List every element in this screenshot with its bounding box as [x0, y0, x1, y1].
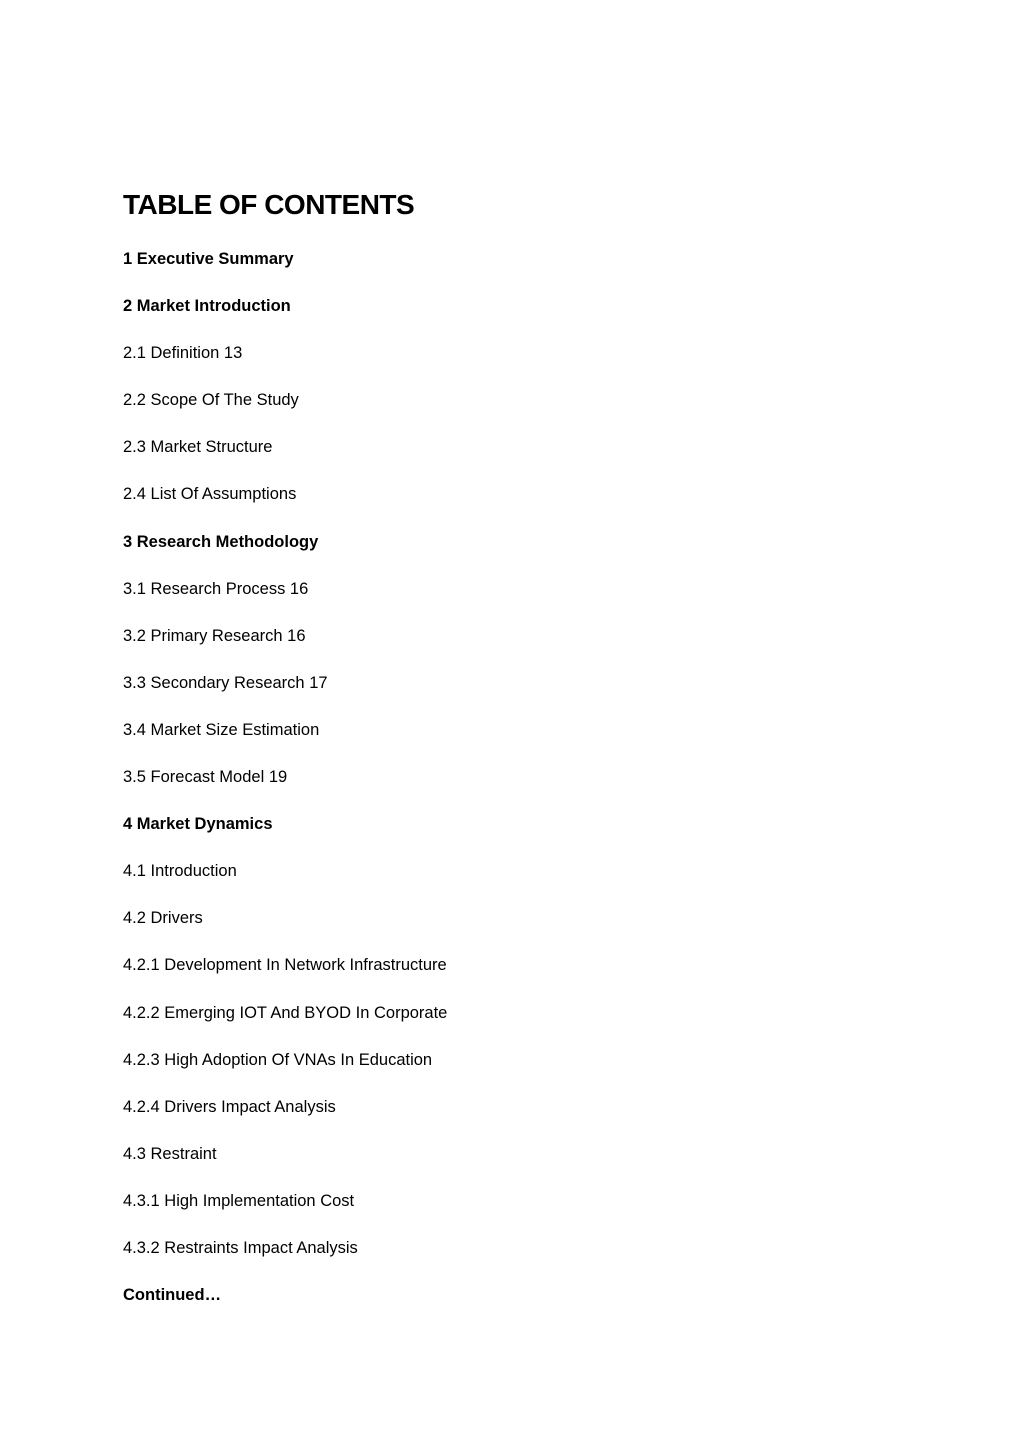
toc-section-heading: Continued…: [123, 1286, 222, 1305]
toc-section-heading: 3 Research Methodology: [123, 532, 319, 551]
toc-entry: 2.2 Scope Of The Study: [123, 391, 299, 410]
toc-section-heading: 2 Market Introduction: [123, 297, 291, 316]
toc-entry: 2.1 Definition 13: [123, 344, 243, 363]
page-title: TABLE OF CONTENTS: [123, 189, 415, 220]
toc-list: [123, 247, 447, 1330]
toc-entry: 2.3 Market Structure: [123, 438, 273, 457]
toc-entry: 4.2.2 Emerging IOT And BYOD In Corporate: [123, 1003, 448, 1022]
toc-entry: 3.2 Primary Research 16: [123, 626, 306, 645]
toc-entry: 4.2.1 Development In Network Infrastructure: [123, 956, 447, 975]
toc-entry: 3.4 Market Size Estimation: [123, 720, 320, 739]
toc-entry: 3.5 Forecast Model 19: [123, 768, 288, 787]
toc-entry: 4.3 Restraint: [123, 1144, 217, 1163]
toc-entry: 4.1 Introduction: [123, 862, 237, 881]
toc-section-heading: 1 Executive Summary: [123, 250, 294, 268]
toc-entry: 4.3.2 Restraints Impact Analysis: [123, 1238, 358, 1257]
toc-entry: 4.2.4 Drivers Impact Analysis: [123, 1097, 336, 1116]
toc-entry: 3.3 Secondary Research 17: [123, 673, 328, 692]
toc-entry: 3.1 Research Process 16: [123, 579, 309, 598]
toc-section-heading: 4 Market Dynamics: [123, 815, 273, 834]
toc-entry: 4.2 Drivers: [123, 909, 203, 928]
toc-entry: 4.3.1 High Implementation Cost: [123, 1191, 355, 1210]
toc-entry: 4.2.3 High Adoption Of VNAs In Education: [123, 1050, 433, 1069]
toc-entry: 2.4 List Of Assumptions: [123, 485, 297, 504]
